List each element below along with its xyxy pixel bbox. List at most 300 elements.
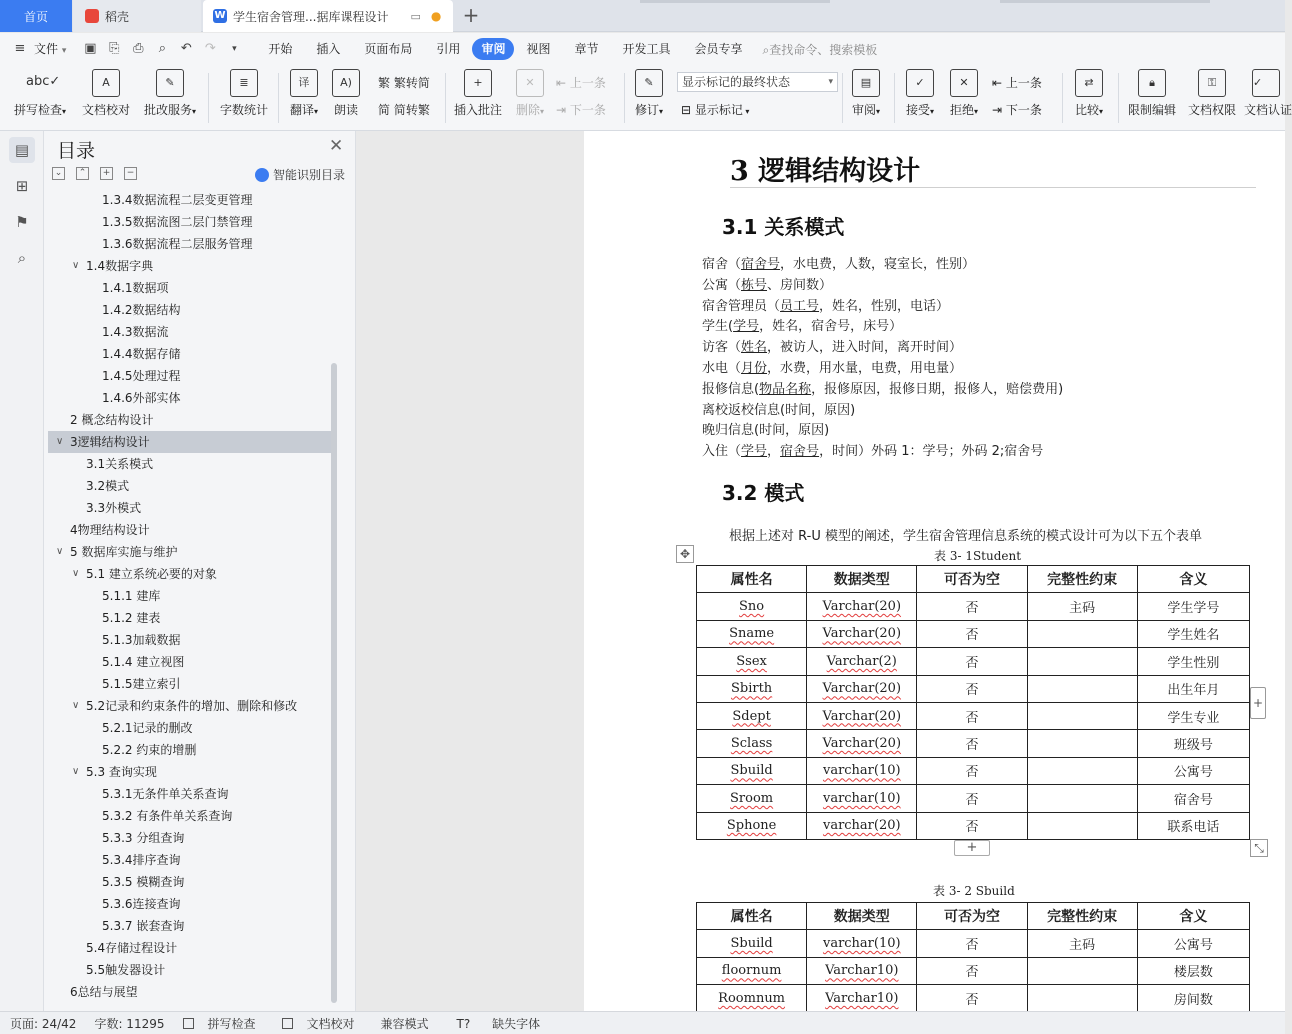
chevron-down-icon[interactable]: ∨ — [72, 766, 80, 777]
toc-item[interactable] — [48, 739, 334, 761]
word-count-button[interactable] — [218, 69, 270, 118]
ribbon-separator — [445, 73, 446, 123]
toc-item-label: 1.4.4数据存储 — [102, 347, 181, 361]
toc-item-label: 1.3.6数据流程二层服务管理 — [102, 237, 253, 251]
toc-item[interactable] — [48, 937, 334, 959]
toc-item-label: 1.3.4数据流程二层变更管理 — [102, 193, 253, 207]
table-cell[interactable]: 否 — [917, 957, 1027, 984]
table-cell[interactable]: 否 — [917, 620, 1027, 647]
relation-line — [702, 357, 962, 376]
table-row — [697, 702, 1250, 729]
table-cell[interactable] — [1027, 957, 1137, 984]
expand-all-icon[interactable]: ⌄ — [52, 167, 65, 180]
table-cell[interactable] — [807, 648, 917, 675]
toc-item[interactable] — [48, 409, 334, 431]
document-page — [584, 131, 1285, 1011]
trad-to-simp-button[interactable] — [378, 74, 430, 91]
doc-permission-button[interactable] — [1186, 69, 1238, 118]
track-changes-icon: ✎ — [635, 69, 663, 97]
collapse-all-icon[interactable]: ⌃ — [76, 167, 89, 180]
spell-flagged-text: varchar(10) — [822, 936, 901, 952]
add-row-button[interactable]: + — [954, 840, 990, 856]
toc-item[interactable] — [48, 651, 334, 673]
toc-item[interactable] — [48, 915, 334, 937]
tab-document-label: 学生宿舍管理...据库课程设计 — [233, 9, 389, 24]
compare-icon: ⇄ — [1075, 69, 1103, 97]
relation-attributes: ，水费，用水量，电费，用电量） — [767, 361, 963, 376]
toc-panel-icon[interactable]: ▤ — [9, 137, 35, 163]
toc-item-label: 3逻辑结构设计 — [70, 435, 150, 449]
toc-item[interactable] — [48, 365, 334, 387]
translate-button[interactable]: 译 翻译▾ — [286, 69, 322, 118]
command-search-label: 查找命令、搜索模板 — [769, 42, 878, 57]
table-cell[interactable] — [807, 702, 917, 729]
doc-proof-toggle[interactable] — [282, 1015, 363, 1032]
toc-item-label: 5.3.2 有条件单关系查询 — [102, 809, 233, 823]
toc-item-label: 5 数据库实施与维护 — [70, 545, 178, 559]
relation-attributes: ，报修原因，报修日期，报修人，赔偿费用) — [811, 381, 1064, 397]
table-cell[interactable] — [697, 930, 807, 957]
prev-comment-button[interactable] — [556, 74, 606, 91]
toc-item[interactable] — [48, 453, 334, 475]
toc-item-label: 1.4.3数据流 — [102, 325, 169, 339]
hamburger-icon[interactable]: ≡ — [14, 41, 26, 56]
toc-item[interactable] — [48, 761, 334, 783]
relation-attributes: 、房间数） — [767, 277, 833, 293]
table-cell[interactable] — [807, 957, 917, 984]
window-strip — [640, 0, 830, 3]
table-cell[interactable]: 否 — [917, 930, 1027, 957]
heading-3-2: 3.2 模式 — [722, 481, 805, 505]
table-cell[interactable] — [697, 593, 807, 620]
page-indicator[interactable]: 页面: 24/42 — [10, 1016, 77, 1031]
toc-item[interactable] — [48, 563, 334, 585]
toc-item[interactable] — [48, 299, 334, 321]
tab-daoke[interactable] — [73, 0, 201, 32]
insert-comment-button[interactable] — [452, 69, 504, 118]
table-row — [697, 985, 1250, 1012]
toc-item-label: 1.4.6外部实体 — [102, 391, 181, 405]
show-markup-icon: ⊟ — [681, 103, 695, 117]
table-cell[interactable]: 公寓号 — [1137, 930, 1249, 957]
review-pane-button[interactable]: ▤ 审阅▾ — [848, 69, 884, 118]
table-cell[interactable] — [697, 620, 807, 647]
toc-item[interactable] — [48, 233, 334, 255]
menu-references[interactable]: 引用 — [436, 42, 461, 56]
toc-item-label: 1.4.1数据项 — [102, 281, 169, 295]
table-header-cell: 数据类型 — [807, 903, 917, 930]
ai-icon — [255, 168, 269, 182]
toc-item[interactable] — [48, 211, 334, 233]
table-cell[interactable] — [697, 702, 807, 729]
toc-item-label: 3.3外模式 — [86, 501, 142, 515]
table-cell[interactable]: 否 — [917, 675, 1027, 702]
table-cell[interactable]: 主码 — [1027, 930, 1137, 957]
toc-item[interactable] — [48, 475, 334, 497]
table-cell[interactable] — [697, 785, 807, 812]
print-preview-icon[interactable]: ⌕ — [158, 41, 167, 56]
primary-key: 姓名 — [741, 340, 768, 356]
spell-flagged-text: Varchar(2) — [826, 653, 897, 669]
table-cell[interactable]: 否 — [917, 812, 1027, 839]
toc-item[interactable] — [48, 959, 334, 981]
insert-comment-label: 插入批注 — [453, 103, 502, 117]
relation-name: 离校返校信息(时间，原因) — [702, 402, 856, 418]
spell-flagged-text: Varchar(20) — [822, 708, 902, 724]
read-aloud-label: 朗读 — [333, 103, 358, 117]
menu-page-layout[interactable]: 页面布局 — [364, 42, 413, 56]
table-cell[interactable] — [697, 757, 807, 784]
spell-flagged-text: Sroom — [730, 790, 774, 806]
undo-icon[interactable]: ↶ — [180, 41, 192, 56]
table-row — [697, 930, 1250, 957]
simp-to-trad-button[interactable] — [378, 101, 430, 118]
ribbon-separator — [624, 73, 625, 123]
toc-item-label: 3.2模式 — [86, 479, 130, 493]
table-cell[interactable] — [807, 593, 917, 620]
spell-flagged-text: varchar(20) — [822, 818, 901, 834]
next-comment-label: 下一条 — [569, 103, 606, 117]
menu-review[interactable]: 审阅 — [472, 38, 514, 60]
relation-attributes: ，姓名，性别，电话） — [819, 298, 950, 314]
add-column-button[interactable]: + — [1250, 687, 1266, 719]
table-cell[interactable]: 楼层数 — [1137, 957, 1249, 984]
toc-item[interactable] — [48, 893, 334, 915]
toc-item-label: 5.2.2 约束的增删 — [102, 743, 197, 757]
prev-change-icon: ⇤ — [992, 76, 1006, 90]
toc-item[interactable] — [48, 607, 334, 629]
table-header-cell: 含义 — [1137, 566, 1249, 593]
doc-auth-icon: ✓ — [1252, 69, 1280, 97]
toc-item[interactable] — [48, 519, 334, 541]
read-aloud-icon: A) — [332, 69, 360, 97]
translate-icon: 译 — [290, 69, 318, 97]
toc-item-label: 4物理结构设计 — [70, 523, 150, 537]
title-bar — [0, 0, 1285, 32]
spell-flagged-text: Roomnum — [718, 990, 786, 1006]
lock-icon: 🔒︎ — [1138, 69, 1166, 97]
menu-home[interactable]: 开始 — [268, 42, 293, 56]
relation-name: 宿舍管理员（ — [702, 298, 781, 314]
export-icon[interactable]: ⎘ — [109, 41, 120, 56]
checkbox-icon — [282, 1018, 293, 1029]
comment-plus-icon: + — [464, 69, 492, 97]
smart-toc-button[interactable] — [255, 166, 345, 183]
relation-name: 学生( — [702, 319, 734, 335]
accept-icon: ✓ — [906, 69, 934, 97]
track-changes-button[interactable]: ✎ 修订▾ — [632, 69, 666, 118]
toc-item[interactable] — [48, 255, 334, 277]
heading-1: 3 逻辑结构设计 — [730, 156, 921, 187]
table-cell[interactable] — [807, 757, 917, 784]
doc-auth-button[interactable] — [1244, 69, 1292, 118]
table-cell[interactable] — [1027, 985, 1137, 1012]
spell-flagged-text: Ssex — [736, 653, 767, 669]
table-row — [697, 757, 1250, 784]
table-cell[interactable]: 公寓号 — [1137, 757, 1249, 784]
show-markup-label: 显示标记 — [694, 103, 743, 117]
menu-file-label: 文件 — [34, 42, 59, 56]
chevron-down-icon[interactable]: ∨ — [72, 568, 80, 579]
tab-document[interactable] — [203, 0, 453, 32]
table-cell[interactable] — [807, 985, 917, 1012]
toc-item-label: 5.3.5 模糊查询 — [102, 875, 185, 889]
spell-check-toggle[interactable] — [183, 1015, 264, 1032]
table-cell[interactable]: 否 — [917, 648, 1027, 675]
table-cell[interactable] — [807, 812, 917, 839]
table-cell[interactable]: 宿舍号 — [1137, 785, 1249, 812]
table-cell[interactable]: 否 — [917, 757, 1027, 784]
close-icon[interactable]: ✕ — [329, 136, 344, 156]
toc-item[interactable] — [48, 497, 334, 519]
resize-table-icon[interactable]: ⤡ — [1250, 839, 1268, 857]
table-cell[interactable] — [1027, 785, 1137, 812]
toc-item[interactable] — [48, 695, 334, 717]
ribbon-separator — [842, 73, 843, 123]
restrict-edit-button[interactable] — [1126, 69, 1178, 118]
prev-comment-icon: ⇤ — [556, 76, 570, 90]
toc-item[interactable] — [48, 717, 334, 739]
table1-caption: 表 3- 1Student — [934, 549, 1022, 563]
primary-key: 学号 — [741, 444, 768, 460]
doc-proof-icon: A — [92, 69, 120, 97]
toc-title: 目录 — [57, 140, 96, 162]
toc-scrollbar[interactable] — [331, 363, 337, 1003]
toc-item[interactable] — [48, 981, 334, 1003]
toc-item[interactable] — [48, 849, 334, 871]
menu-membership[interactable]: 会员专享 — [694, 42, 743, 56]
toc-item[interactable] — [48, 871, 334, 893]
menu-file[interactable] — [32, 38, 78, 60]
table-cell[interactable] — [697, 648, 807, 675]
search-icon: ⌕ — [762, 42, 770, 57]
table-cell[interactable]: 联系电话 — [1137, 812, 1249, 839]
spell-flagged-text: Varchar10) — [825, 963, 899, 979]
toc-item-label: 5.3.6连接查询 — [102, 897, 181, 911]
toc-item[interactable] — [48, 321, 334, 343]
menu-developer[interactable]: 开发工具 — [622, 42, 671, 56]
chevron-down-icon[interactable]: ∨ — [72, 260, 80, 271]
menu-insert[interactable]: 插入 — [316, 42, 341, 56]
remove-heading-icon[interactable]: − — [124, 167, 137, 180]
reject-button[interactable]: ✕ 拒绝▾ — [946, 69, 982, 118]
read-aloud-button[interactable] — [330, 69, 362, 118]
reject-icon: ✕ — [950, 69, 978, 97]
next-change-button[interactable] — [992, 101, 1042, 118]
table-cell[interactable]: 学生专业 — [1137, 702, 1249, 729]
spell-flagged-text: Sclass — [730, 736, 773, 752]
spell-flagged-text: Sbuild — [730, 763, 773, 779]
print-icon[interactable]: ⎙ — [133, 41, 144, 56]
relation-attributes: ，姓名，宿舍号，床号） — [759, 319, 903, 335]
word-count-indicator[interactable]: 字数: 11295 — [94, 1016, 165, 1031]
table-cell[interactable] — [807, 785, 917, 812]
toc-item-label: 5.3.7 嵌套查询 — [102, 919, 185, 933]
toc-item[interactable] — [48, 343, 334, 365]
toc-item-label: 5.1.2 建表 — [102, 611, 161, 625]
table-header-row — [697, 903, 1250, 930]
toc-item-label: 5.2记录和约束条件的增加、删除和修改 — [86, 699, 298, 713]
relation-attributes: ， — [767, 444, 781, 460]
table-cell[interactable]: 学生学号 — [1137, 593, 1249, 620]
toc-item[interactable] — [48, 629, 334, 651]
table-cell[interactable]: 主码 — [1027, 593, 1137, 620]
heading-3-1: 3.1 关系模式 — [722, 215, 845, 239]
markup-display-value: 显示标记的最终状态 — [682, 75, 791, 89]
toc-item-label: 6总结与展望 — [70, 985, 138, 999]
trad-simp-label: 繁转简 — [393, 76, 430, 90]
table-cell[interactable]: 班级号 — [1137, 730, 1249, 757]
table-cell[interactable]: 否 — [917, 785, 1027, 812]
save-icon[interactable]: ▣ — [84, 41, 97, 56]
relation-line — [702, 253, 975, 272]
table-header-row — [697, 566, 1250, 593]
table-cell[interactable]: 否 — [917, 730, 1027, 757]
table-cell[interactable] — [1027, 730, 1137, 757]
next-comment-button[interactable] — [556, 101, 606, 118]
spell-check-button[interactable]: abc✓ 拼写检查▾ — [10, 69, 70, 118]
prev-change-label: 上一条 — [1005, 76, 1042, 90]
toc-item[interactable] — [48, 189, 334, 211]
monitor-icon[interactable]: ▭ — [410, 9, 421, 23]
doc-auth-label: 文档认证 — [1244, 103, 1292, 117]
customize-quick-access-icon[interactable]: ▾ — [232, 44, 237, 54]
table-cell[interactable] — [1027, 812, 1137, 839]
table-cell[interactable]: 学生性别 — [1137, 648, 1249, 675]
table-cell[interactable] — [1027, 675, 1137, 702]
toc-item[interactable] — [48, 827, 334, 849]
table-cell[interactable]: 否 — [917, 702, 1027, 729]
search-icon[interactable]: ⌕ — [17, 249, 27, 267]
toc-item-label: 1.4.2数据结构 — [102, 303, 181, 317]
spell-flagged-text: Varchar(20) — [822, 626, 902, 642]
table-cell[interactable] — [697, 812, 807, 839]
doc-permission-label: 文档权限 — [1187, 103, 1236, 117]
spell-flagged-text: varchar(10) — [822, 790, 901, 806]
prev-comment-label: 上一条 — [569, 76, 606, 90]
review-ribbon — [0, 65, 1292, 131]
primary-key: 员工号 — [780, 298, 820, 314]
table-cell[interactable] — [697, 675, 807, 702]
table-cell[interactable] — [1027, 620, 1137, 647]
document-area — [356, 131, 1285, 1011]
table-row — [697, 620, 1250, 647]
spell-flagged-text: Varchar(20) — [822, 599, 902, 615]
redo-icon[interactable]: ↷ — [204, 41, 216, 56]
table-header-cell: 完整性约束 — [1027, 903, 1137, 930]
table-row — [697, 812, 1250, 839]
table-cell[interactable]: 否 — [917, 985, 1027, 1012]
toc-item[interactable] — [48, 387, 334, 409]
primary-key: 栋号 — [741, 277, 768, 293]
daoke-icon — [85, 9, 99, 23]
chevron-down-icon[interactable]: ∨ — [56, 546, 64, 557]
spell-flagged-text: Varchar10) — [825, 990, 899, 1006]
delete-comment-label: 删除 — [515, 103, 540, 117]
toc-item-label: 1.3.5数据流图二层门禁管理 — [102, 215, 253, 229]
status-bar — [0, 1011, 1285, 1034]
toc-item[interactable] — [48, 541, 334, 563]
toc-item[interactable] — [48, 673, 334, 695]
spell-flagged-text: Sname — [729, 626, 775, 642]
toc-item[interactable] — [48, 277, 334, 299]
doc-proof-button[interactable] — [80, 69, 132, 118]
unsaved-dot-icon: ● — [430, 9, 442, 23]
trad-simp-icon: 繁 — [378, 76, 394, 90]
ribbon-separator — [1062, 73, 1063, 123]
missing-font-label: 缺失字体 — [492, 1016, 541, 1031]
prev-change-button[interactable] — [992, 74, 1042, 91]
add-heading-icon[interactable]: + — [100, 167, 113, 180]
menu-section[interactable]: 章节 — [574, 42, 599, 56]
toc-panel — [44, 131, 356, 1011]
table-row — [697, 593, 1250, 620]
table-cell[interactable] — [807, 675, 917, 702]
accept-button[interactable]: ✓ 接受▾ — [902, 69, 938, 118]
toc-item-label: 5.3 查询实现 — [86, 765, 157, 779]
table-cell[interactable] — [697, 730, 807, 757]
outline-icon[interactable]: ⊞ — [15, 177, 29, 195]
toc-item-label: 5.3.3 分组查询 — [102, 831, 185, 845]
student-table — [696, 565, 1250, 840]
review-pane-label: 审阅 — [851, 103, 876, 117]
table-cell[interactable] — [1027, 757, 1137, 784]
missing-font-button[interactable] — [447, 1015, 549, 1032]
new-tab-button[interactable]: + — [462, 3, 480, 27]
table-cell[interactable] — [807, 730, 917, 757]
toc-item[interactable] — [48, 585, 334, 607]
chevron-down-icon[interactable]: ∨ — [56, 436, 64, 447]
markup-display-select[interactable] — [677, 72, 838, 92]
table-cell[interactable]: 出生年月 — [1137, 675, 1249, 702]
relation-line — [702, 295, 949, 314]
table-row — [697, 785, 1250, 812]
chevron-down-icon[interactable]: ∨ — [72, 700, 80, 711]
command-search[interactable] — [763, 41, 878, 58]
next-change-label: 下一条 — [1005, 103, 1042, 117]
table-cell[interactable] — [807, 930, 917, 957]
menu-view[interactable]: 视图 — [526, 42, 551, 56]
table-move-icon[interactable]: ✥ — [676, 545, 694, 563]
table-cell[interactable] — [697, 957, 807, 984]
heading-rule — [730, 187, 1256, 188]
table-cell[interactable] — [1027, 648, 1137, 675]
bookmark-icon[interactable]: ⚑ — [15, 213, 29, 231]
table-cell[interactable]: 学生姓名 — [1137, 620, 1249, 647]
toc-item[interactable] — [48, 805, 334, 827]
toc-item-label: 5.3.1无条件单关系查询 — [102, 787, 229, 801]
toc-item[interactable] — [48, 783, 334, 805]
delete-comment-button[interactable]: ✕ 删除▾ — [512, 69, 548, 118]
track-changes-label: 修订 — [634, 103, 659, 117]
toc-item-label: 3.1关系模式 — [86, 457, 154, 471]
abc-check-icon: abc✓ — [26, 74, 61, 89]
toc-item[interactable] — [48, 431, 334, 453]
batch-service-button[interactable]: ✎ 批改服务▾ — [140, 69, 200, 118]
tab-home[interactable] — [0, 0, 72, 32]
table-cell[interactable] — [1027, 702, 1137, 729]
show-markup-button[interactable]: ⊟ 显示标记 ▾ — [681, 103, 750, 117]
table-cell[interactable] — [697, 985, 807, 1012]
toc-item-label: 5.1.1 建库 — [102, 589, 161, 603]
table-cell[interactable]: 房间数 — [1137, 985, 1249, 1012]
menu-bar — [0, 33, 1285, 65]
compare-button[interactable]: ⇄ 比较▾ — [1070, 69, 1108, 118]
table-cell[interactable] — [807, 620, 917, 647]
relation-name: 晚归信息(时间，原因) — [702, 423, 830, 439]
table-cell[interactable]: 否 — [917, 593, 1027, 620]
compat-mode-label: 兼容模式 — [380, 1016, 429, 1031]
